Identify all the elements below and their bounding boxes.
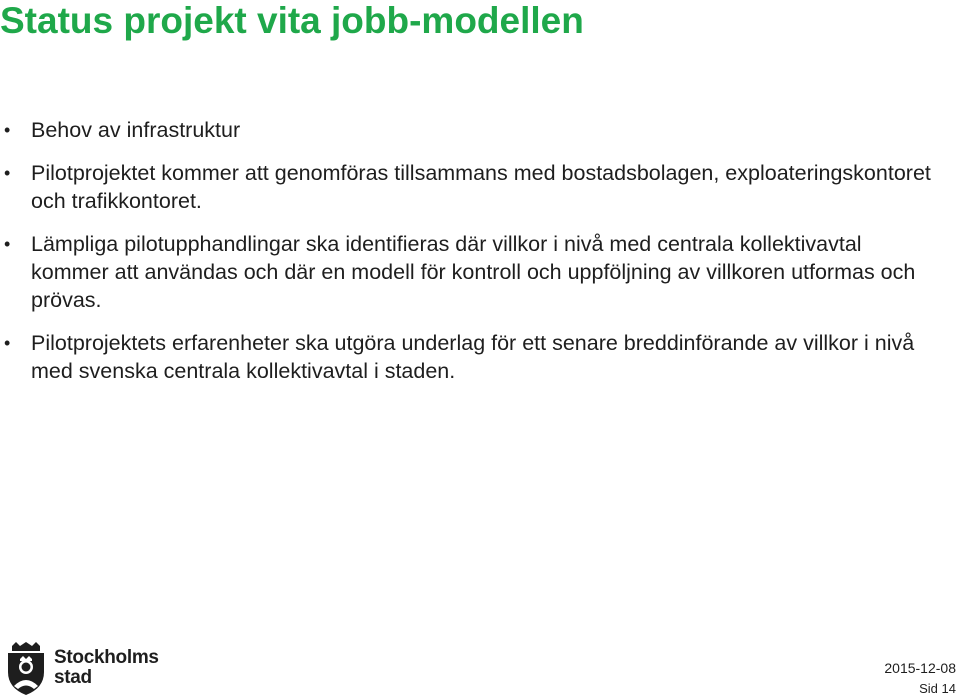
bullet-marker: • bbox=[4, 163, 11, 183]
stockholms-stad-logo bbox=[4, 642, 174, 696]
bullet-text: Behov av infrastruktur bbox=[31, 118, 241, 142]
bullet-marker: • bbox=[4, 234, 11, 254]
bullet-item bbox=[0, 159, 940, 215]
logo-line-1: Stockholms bbox=[54, 647, 159, 668]
bullet-text: Pilotprojektet kommer att genomföras tillsammans med bostadsbolagen, exploateringskontoret och trafikkontoret. bbox=[31, 161, 931, 213]
bullet-item bbox=[0, 116, 940, 144]
bullet-item bbox=[0, 329, 940, 385]
footer-date: 2015-12-08 bbox=[884, 660, 956, 676]
bullet-list bbox=[0, 116, 940, 400]
crest-icon bbox=[4, 642, 48, 696]
bullet-text: Lämpliga pilotupphandlingar ska identifieras där villkor i nivå med centrala kollektivavtal kommer att användas och där en modell för kontroll och uppföljning av villkoren utformas och prövas. bbox=[31, 232, 916, 312]
slide-title: Status projekt vita jobb-modellen bbox=[0, 0, 584, 41]
page-number: Sid 14 bbox=[919, 681, 956, 696]
bullet-item bbox=[0, 230, 940, 314]
bullet-marker: • bbox=[4, 120, 11, 140]
logo-line-2: stad bbox=[54, 667, 92, 688]
bullet-marker: • bbox=[4, 333, 11, 353]
logo-wordmark bbox=[54, 648, 159, 688]
bullet-text: Pilotprojektets erfarenheter ska utgöra underlag för ett senare breddinförande av villkor i nivå med svenska centrala kollektivavtal i staden. bbox=[31, 331, 915, 383]
